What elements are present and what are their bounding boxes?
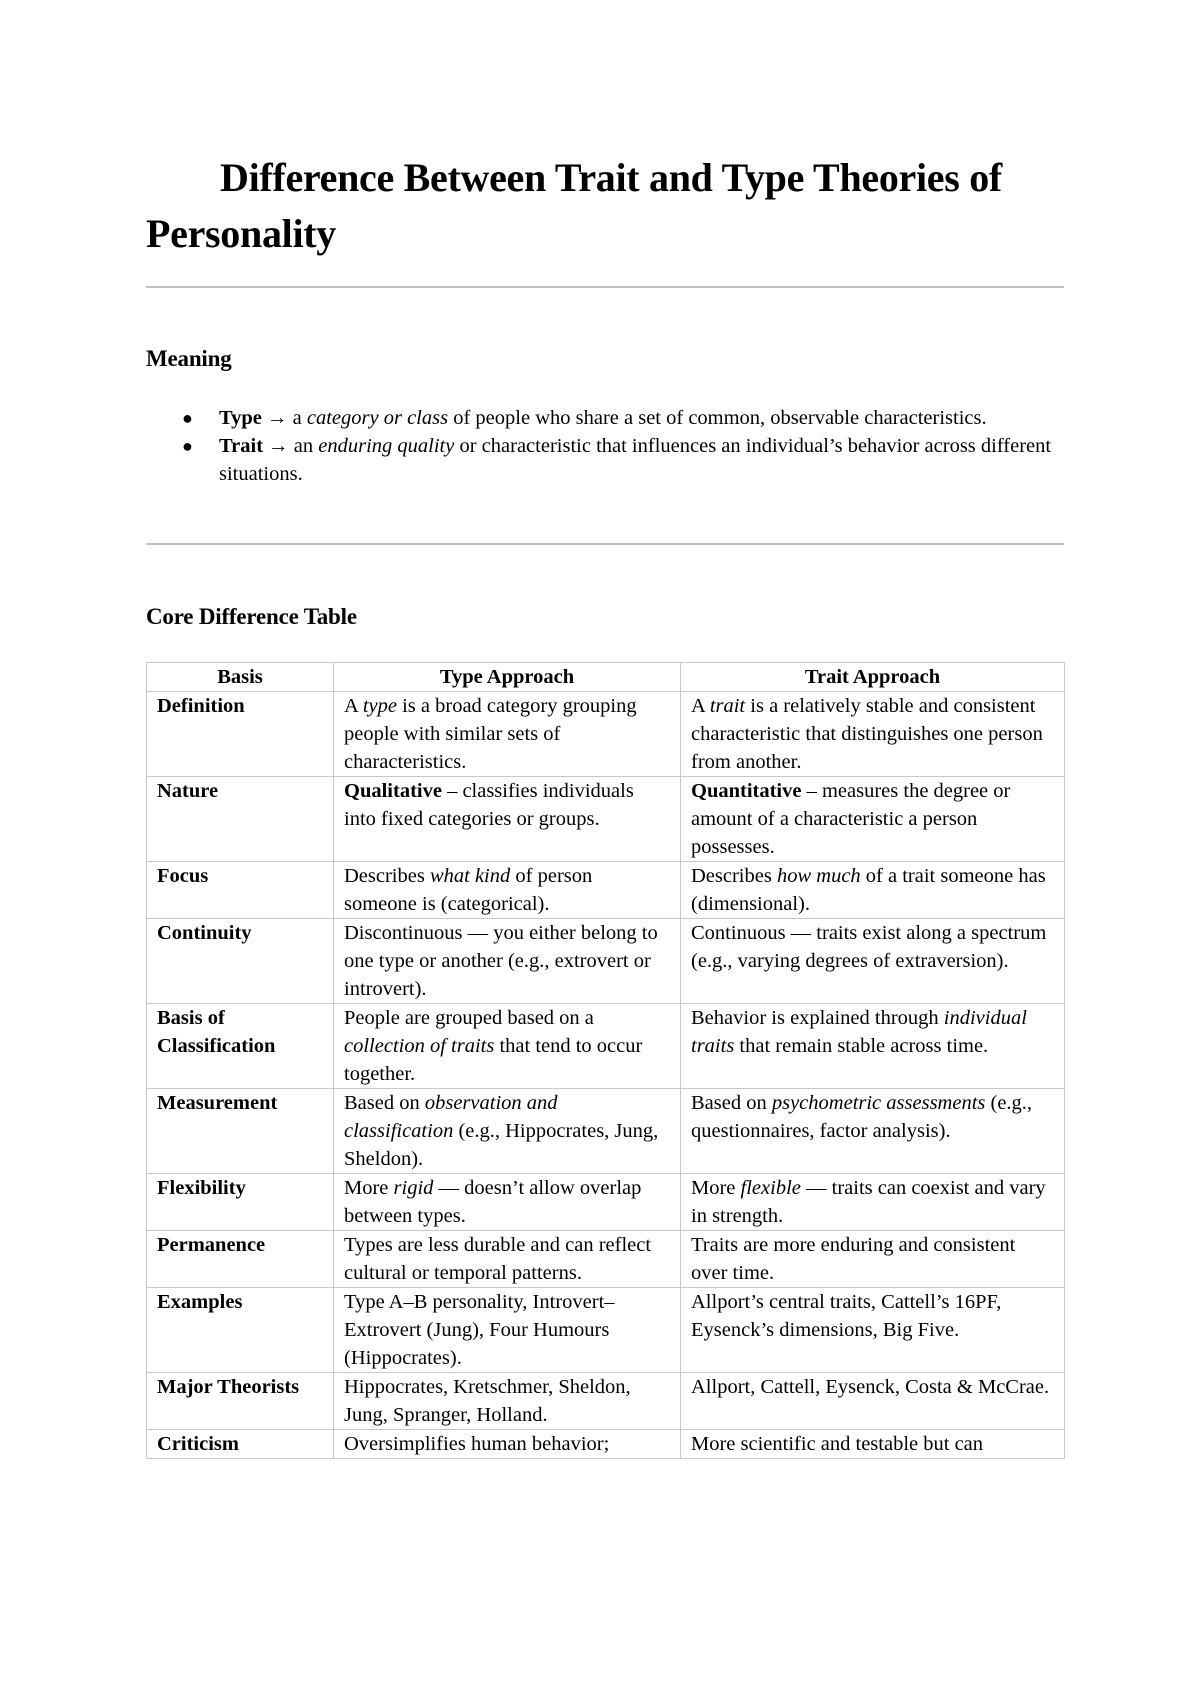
cell-basis: Definition: [147, 692, 334, 777]
cell-trait: [681, 1004, 1065, 1089]
meaning-heading: Meaning: [146, 346, 232, 371]
cell-text: A: [344, 695, 363, 717]
difference-table: [146, 662, 1065, 1459]
cell-text: is a broad category grouping people with similar sets of characteristics.: [344, 695, 637, 773]
cell-type: [334, 1288, 681, 1373]
cell-trait: [681, 1174, 1065, 1231]
table-row: [147, 1430, 1065, 1459]
cell-trait: [681, 1089, 1065, 1174]
cell-text: Describes: [344, 865, 430, 887]
horizontal-rule: [146, 543, 1064, 545]
cell-text: Hippocrates, Kretschmer, Sheldon, Jung, Spranger, Holland.: [344, 1376, 631, 1426]
meaning-term: Trait: [219, 435, 264, 457]
italic-text: how much: [776, 865, 861, 887]
page-title: Difference Between Trait and Type Theories of Personality: [146, 155, 1002, 256]
cell-type: [334, 1373, 681, 1430]
table-row: [147, 777, 1065, 862]
meaning-emphasis: enduring quality: [318, 435, 455, 457]
cell-text: of person someone is (categorical).: [344, 865, 593, 915]
meaning-text: of people who share a set of common, observable characteristics.: [448, 407, 987, 429]
cell-basis: Flexibility: [147, 1174, 334, 1231]
cell-text: More scientific and testable but can: [691, 1433, 984, 1455]
cell-trait: [681, 919, 1065, 1004]
meaning-arrow: → a: [261, 407, 307, 429]
cell-trait: [681, 1430, 1065, 1459]
cell-trait: [681, 1373, 1065, 1430]
table-row: [147, 1231, 1065, 1288]
italic-text: collection of traits: [344, 1035, 495, 1057]
column-header-trait: Trait Approach: [681, 663, 1065, 692]
cell-trait: [681, 692, 1065, 777]
italic-text: observation and classification: [344, 1092, 558, 1142]
cell-type: [334, 1430, 681, 1459]
cell-basis: Basis of Classification: [147, 1004, 334, 1089]
meaning-list: [146, 404, 1064, 488]
cell-text: (e.g., Hippocrates, Jung, Sheldon).: [344, 1120, 659, 1170]
cell-type: [334, 1004, 681, 1089]
italic-text: what kind: [429, 865, 511, 887]
cell-text: is a relatively stable and consistent characteristic that distinguishes one person from another.: [691, 695, 1043, 773]
cell-text: (e.g., questionnaires, factor analysis).: [691, 1092, 1033, 1142]
table-row: [147, 919, 1065, 1004]
cell-basis: Continuity: [147, 919, 334, 1004]
cell-trait: [681, 777, 1065, 862]
table-row: [147, 1004, 1065, 1089]
cell-text: — traits can coexist and vary in strength.: [691, 1177, 1046, 1227]
cell-text: Continuous — traits exist along a spectrum (e.g., varying degrees of extraversion).: [691, 922, 1047, 972]
italic-text: psychometric assessments: [771, 1092, 986, 1114]
cell-text: Based on: [691, 1092, 772, 1114]
cell-basis: Measurement: [147, 1089, 334, 1174]
cell-text: – classifies individuals into fixed categories or groups.: [344, 780, 634, 830]
italic-text: flexible: [740, 1177, 801, 1199]
cell-text: Oversimplifies human behavior;: [344, 1433, 610, 1455]
meaning-arrow: → an: [263, 435, 319, 457]
italic-text: type: [362, 695, 397, 717]
cell-basis: Nature: [147, 777, 334, 862]
cell-text: of a trait someone has (dimensional).: [691, 865, 1046, 915]
cell-text: — doesn’t allow overlap between types.: [344, 1177, 642, 1227]
cell-text: – measures the degree or amount of a characteristic a person possesses.: [691, 780, 1011, 858]
table-heading: Core Difference Table: [146, 604, 357, 629]
cell-trait: [681, 862, 1065, 919]
cell-text: Allport’s central traits, Cattell’s 16PF, Eysenck’s dimensions, Big Five.: [691, 1291, 1002, 1341]
italic-text: rigid: [393, 1177, 434, 1199]
cell-type: [334, 1174, 681, 1231]
cell-text: Behavior is explained through: [691, 1007, 944, 1029]
italic-text: individual traits: [691, 1007, 1027, 1057]
table-body: [147, 692, 1065, 1459]
italic-text: trait: [709, 695, 746, 717]
cell-text: that remain stable across time.: [734, 1035, 989, 1057]
table-row: [147, 1174, 1065, 1231]
cell-text: Discontinuous — you either belong to one type or another (e.g., extrovert or introvert).: [344, 922, 658, 1000]
bold-text: Qualitative: [344, 780, 442, 802]
cell-text: Traits are more enduring and consistent over time.: [691, 1234, 1016, 1284]
cell-text: Based on: [344, 1092, 425, 1114]
cell-text: More: [344, 1177, 394, 1199]
cell-text: Type A–B personality, Introvert–Extrovert (Jung), Four Humours (Hippocrates).: [344, 1291, 615, 1369]
cell-text: More: [691, 1177, 741, 1199]
cell-type: [334, 777, 681, 862]
cell-text: that tend to occur together.: [344, 1035, 643, 1085]
table-row: [147, 1373, 1065, 1430]
table-row: [147, 1288, 1065, 1373]
cell-text: People are grouped based on a: [344, 1007, 594, 1029]
table-row: [147, 862, 1065, 919]
bullet-icon: ●: [182, 436, 193, 456]
horizontal-rule: [146, 286, 1064, 288]
cell-basis: Major Theorists: [147, 1373, 334, 1430]
column-header-type: Type Approach: [334, 663, 681, 692]
column-header-basis: Basis: [147, 663, 334, 692]
meaning-text: or characteristic that influences an individual’s behavior across different situations.: [219, 435, 1052, 485]
meaning-term: Type: [219, 407, 262, 429]
cell-text: Describes: [691, 865, 777, 887]
table-row: [147, 692, 1065, 777]
meaning-item-type: [146, 404, 1064, 432]
cell-type: [334, 692, 681, 777]
meaning-item-trait: [146, 432, 1064, 488]
cell-basis: Criticism: [147, 1430, 334, 1459]
table-row: [147, 1089, 1065, 1174]
cell-type: [334, 862, 681, 919]
bold-text: Quantitative: [691, 780, 802, 802]
cell-basis: Permanence: [147, 1231, 334, 1288]
table-header-row: [147, 663, 1065, 692]
bullet-icon: ●: [182, 408, 193, 428]
cell-text: A: [691, 695, 710, 717]
cell-text: Allport, Cattell, Eysenck, Costa & McCrae.: [691, 1376, 1050, 1398]
cell-type: [334, 919, 681, 1004]
meaning-emphasis: category or class: [306, 407, 449, 429]
cell-basis: Examples: [147, 1288, 334, 1373]
cell-type: [334, 1231, 681, 1288]
cell-type: [334, 1089, 681, 1174]
cell-text: Types are less durable and can reflect cultural or temporal patterns.: [344, 1234, 652, 1284]
cell-trait: [681, 1231, 1065, 1288]
cell-basis: Focus: [147, 862, 334, 919]
cell-trait: [681, 1288, 1065, 1373]
